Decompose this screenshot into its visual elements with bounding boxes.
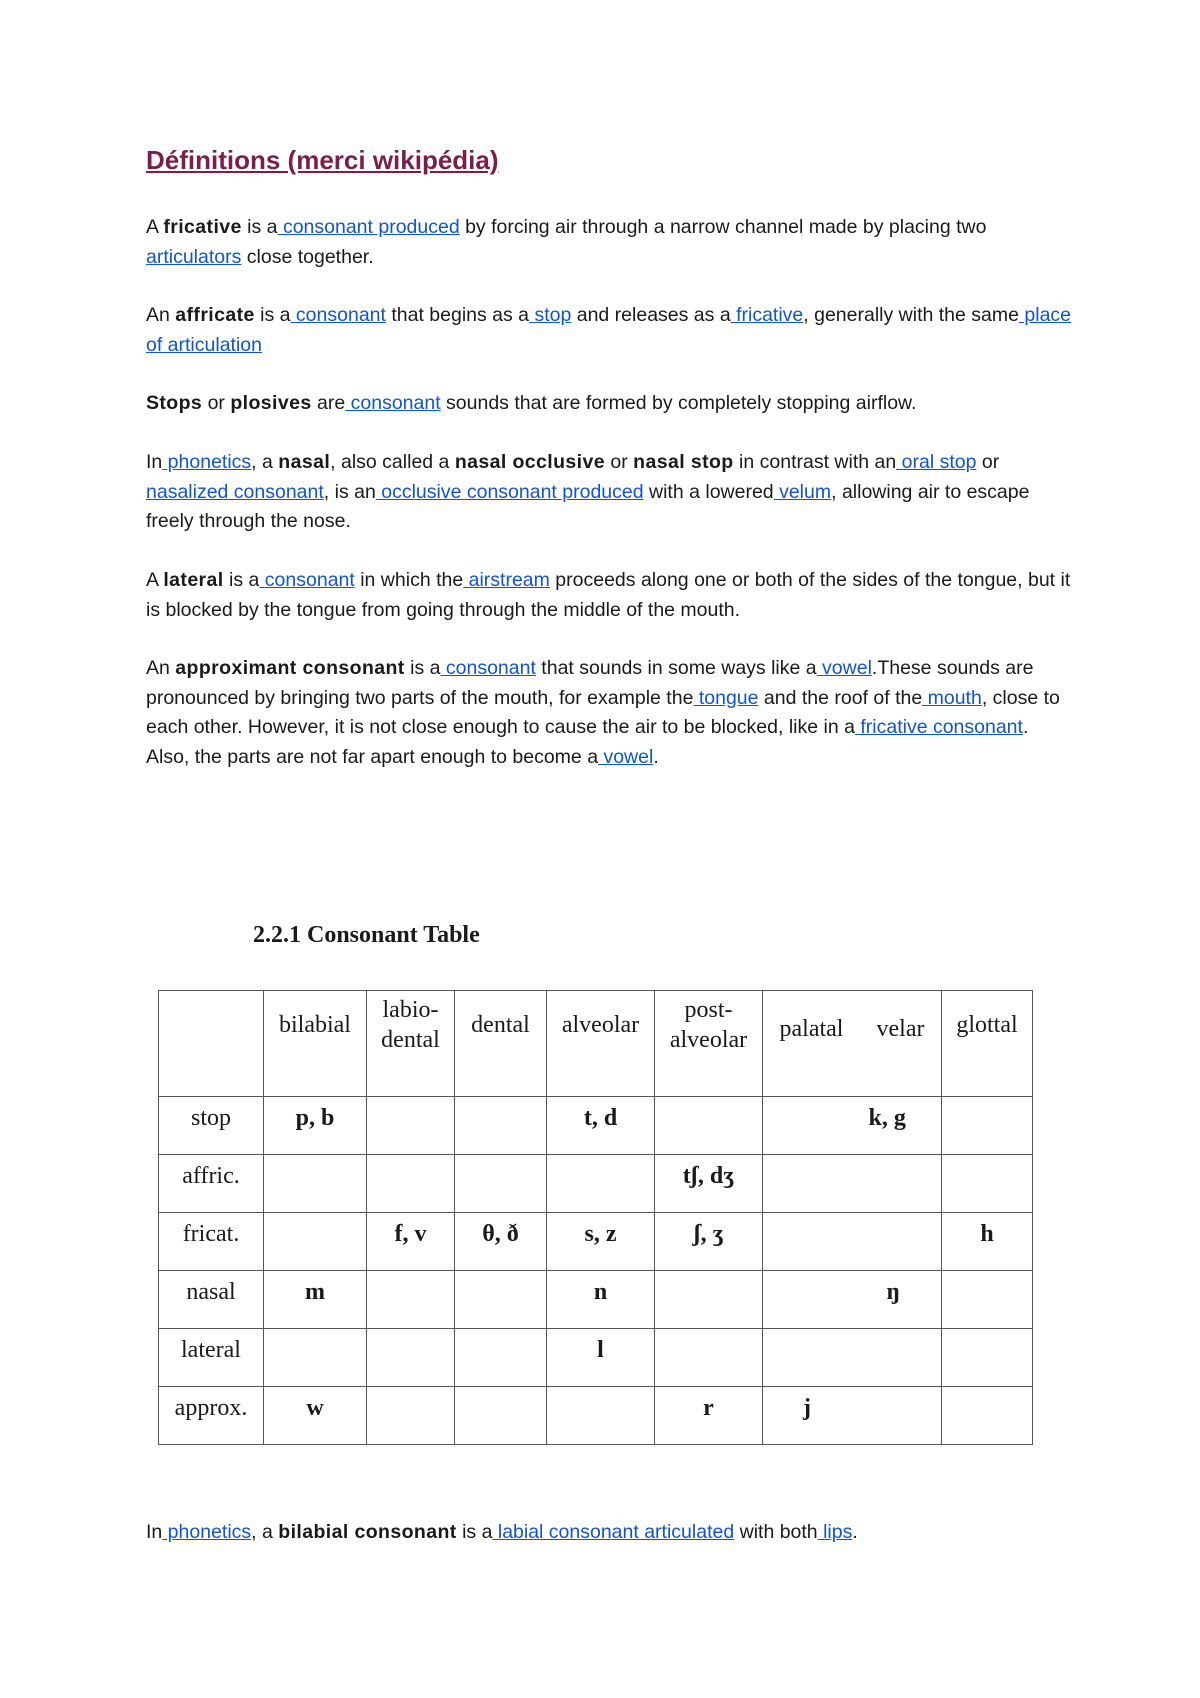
table-cell: r <box>655 1387 763 1445</box>
table-cell-palatal-velar <box>763 1271 942 1329</box>
term-approximant-consonant: approximant consonant <box>175 657 405 679</box>
link-phonetics[interactable]: phonetics <box>162 451 252 473</box>
row-label: fricat. <box>159 1213 264 1271</box>
table-cell <box>655 1329 763 1387</box>
table-cell <box>367 1155 455 1213</box>
header-labiodental: labio- dental <box>367 991 455 1097</box>
link-stop[interactable]: stop <box>529 304 572 326</box>
table-cell: ŋ <box>886 1279 900 1305</box>
table-cell <box>655 1097 763 1155</box>
table-cell <box>455 1387 547 1445</box>
link-tongue[interactable]: tongue <box>693 686 759 709</box>
table-cell-palatal-velar <box>763 1329 942 1387</box>
table-header-row <box>159 991 1033 1097</box>
table-row <box>159 1155 1033 1213</box>
row-label: lateral <box>159 1329 264 1387</box>
table-cell: w <box>264 1387 367 1445</box>
definition-lateral: A lateral is a consonant in which the airstream proceeds along one or both of the sides of the tongue, but it is blocked by the tongue from going through the middle of the mouth. <box>146 569 1071 621</box>
table-cell <box>655 1271 763 1329</box>
table-cell: m <box>264 1271 367 1329</box>
link-consonant[interactable]: consonant <box>259 569 355 591</box>
table-cell: tʃ, dʒ <box>655 1155 763 1213</box>
table-cell-palatal-velar <box>763 1155 942 1213</box>
row-label: approx. <box>159 1387 264 1445</box>
table-cell <box>455 1329 547 1387</box>
term-nasal-occlusive: nasal occlusive <box>454 451 605 473</box>
table-cell <box>264 1213 367 1271</box>
definition-affricate: An affricate is a consonant that begins as a stop and releases as a fricative, generally with the same place of articulation <box>146 304 1072 356</box>
table-cell <box>942 1329 1033 1387</box>
table-cell <box>547 1387 655 1445</box>
link-nasalized-consonant[interactable]: nasalized consonant <box>146 480 324 503</box>
link-phonetics[interactable]: phonetics <box>162 1521 252 1543</box>
table-cell: s, z <box>547 1213 655 1271</box>
header-dental: dental <box>455 991 547 1097</box>
header-postalveolar: post- alveolar <box>655 991 763 1097</box>
table-cell <box>264 1329 367 1387</box>
table-cell <box>942 1271 1033 1329</box>
header-glottal: glottal <box>942 991 1033 1097</box>
link-lips[interactable]: lips <box>817 1521 853 1543</box>
definition-fricative: A fricative is a consonant produced by forcing air through a narrow channel made by placing two articulators close together. <box>146 216 987 268</box>
link-articulators[interactable]: articulators <box>146 245 242 268</box>
table-cell: f, v <box>367 1213 455 1271</box>
table-cell-palatal-velar <box>763 1387 942 1445</box>
link-place-of-articulation[interactable]: place of articulation <box>146 304 1072 356</box>
consonant-table <box>158 990 1033 1445</box>
link-vowel[interactable]: vowel <box>598 745 654 768</box>
definition-approximant: An approximant consonant is a consonant that sounds in some ways like a vowel.These sounds are pronounced by bringing two parts of the mouth, for example the tongue and the roof of the mouth, close to each other. However, it is not close enough to cause the air to be blocked, like in a fricative consonant. Also, the parts are not far apart enough to become a vowel. <box>146 657 1060 768</box>
definition-stops: Stops or plosives are consonant sounds that are formed by completely stopping airflow. <box>146 392 917 414</box>
header-velar: velar <box>876 1016 925 1042</box>
header-palatal-velar <box>763 991 942 1097</box>
link-occlusive-consonant-produced[interactable]: occlusive consonant produced <box>375 480 644 503</box>
link-fricative[interactable]: fricative <box>730 304 804 326</box>
table-cell: l <box>547 1329 655 1387</box>
table-cell-palatal-velar <box>763 1213 942 1271</box>
page-title: Définitions (merci wikipédia) <box>146 145 499 175</box>
table-row <box>159 1329 1033 1387</box>
table-cell <box>455 1097 547 1155</box>
table-cell-palatal-velar <box>763 1097 942 1155</box>
link-airstream[interactable]: airstream <box>463 569 550 591</box>
table-cell: h <box>942 1213 1033 1271</box>
term-plosives: plosives <box>230 392 312 414</box>
table-row <box>159 1213 1033 1271</box>
header-bilabial: bilabial <box>264 991 367 1097</box>
link-consonant[interactable]: consonant <box>290 304 386 326</box>
table-cell <box>942 1097 1033 1155</box>
table-cell: t, d <box>547 1097 655 1155</box>
term-affricate: affricate <box>175 304 255 326</box>
table-cell: n <box>547 1271 655 1329</box>
link-vowel[interactable]: vowel <box>816 657 872 679</box>
table-cell <box>367 1097 455 1155</box>
header-blank <box>159 991 264 1097</box>
term-bilabial-consonant: bilabial consonant <box>278 1521 457 1543</box>
link-consonant-produced[interactable]: consonant produced <box>277 216 460 238</box>
row-label: affric. <box>159 1155 264 1213</box>
link-consonant[interactable]: consonant <box>440 657 536 679</box>
table-cell: ʃ, ʒ <box>655 1213 763 1271</box>
table-cell <box>455 1271 547 1329</box>
table-cell <box>942 1387 1033 1445</box>
table-cell <box>942 1155 1033 1213</box>
term-nasal: nasal <box>278 451 331 473</box>
table-cell: θ, ð <box>455 1213 547 1271</box>
table-cell <box>547 1155 655 1213</box>
consonant-table-title: 2.2.1 Consonant Table <box>253 922 480 948</box>
table-cell <box>367 1387 455 1445</box>
definition-nasal: In phonetics, a nasal, also called a nasal occlusive or nasal stop in contrast with an oral stop or nasalized consonant, is an occlusive consonant produced with a lowered velum, allowing air to escape freely through the nose. <box>146 451 1030 532</box>
header-palatal: palatal <box>779 1016 844 1042</box>
table-cell <box>367 1271 455 1329</box>
row-label: stop <box>159 1097 264 1155</box>
table-row <box>159 1387 1033 1445</box>
table-row <box>159 1271 1033 1329</box>
link-labial-consonant-articulated[interactable]: labial consonant articulated <box>492 1521 735 1543</box>
term-nasal-stop: nasal stop <box>633 451 734 473</box>
table-row <box>159 1097 1033 1155</box>
header-alveolar: alveolar <box>547 991 655 1097</box>
table-cell: p, b <box>264 1097 367 1155</box>
link-oral-stop[interactable]: oral stop <box>896 451 977 473</box>
table-cell <box>455 1155 547 1213</box>
table-cell: j <box>803 1395 811 1421</box>
table-cell <box>264 1155 367 1213</box>
link-velum[interactable]: velum <box>773 480 832 503</box>
link-consonant[interactable]: consonant <box>345 392 441 414</box>
link-mouth[interactable]: mouth <box>922 686 982 709</box>
table-cell: k, g <box>868 1105 906 1131</box>
term-lateral: lateral <box>163 569 224 591</box>
term-stops: Stops <box>146 392 203 414</box>
table-cell <box>367 1329 455 1387</box>
link-fricative-consonant[interactable]: fricative consonant <box>854 716 1023 738</box>
definition-bilabial: In phonetics, a bilabial consonant is a labial consonant articulated with both lips. <box>146 1521 858 1543</box>
row-label: nasal <box>159 1271 264 1329</box>
term-fricative: fricative <box>163 216 242 238</box>
